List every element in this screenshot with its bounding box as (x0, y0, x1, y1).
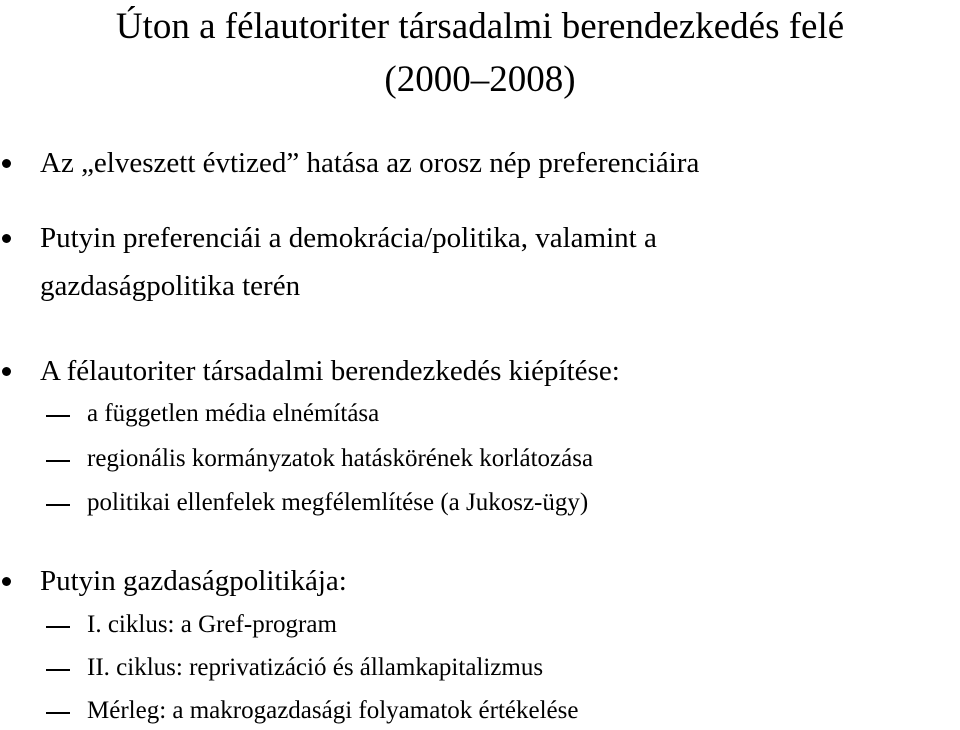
bullet-text: A félautoriter társadalmi berendezkedés kiépítése: (40, 355, 620, 387)
bullet-text-line-2: gazdaságpolitika terén (40, 270, 301, 302)
bullet-dot-icon (2, 159, 11, 168)
dash-icon (46, 460, 70, 462)
bullet-text-line-1: Putyin preferenciái a demokrácia/politika, valamint a (40, 222, 657, 254)
sub-item-text: regionális kormányzatok hatáskörének korlátozása (87, 445, 594, 472)
sub-item-text: I. ciklus: a Gref-program (87, 611, 337, 638)
sub-item-text: Mérleg: a makrogazdasági folyamatok értékelése (87, 697, 579, 724)
bullet-dot-icon (2, 577, 11, 586)
slide-title-line-1: Úton a félautoriter társadalmi berendezkedés felé (115, 6, 845, 47)
sub-item-text: a független média elnémítása (87, 400, 380, 427)
dash-icon (46, 504, 70, 506)
bullet-dot-icon (2, 367, 11, 376)
sub-item-text: II. ciklus: reprivatizáció és államkapitalizmus (87, 654, 544, 681)
dash-icon (46, 626, 70, 628)
bullet-dot-icon (2, 234, 11, 243)
slide-title-line-2: (2000–2008) (384, 59, 576, 100)
sub-item-text: politikai ellenfelek megfélemlítése (a Jukosz-ügy) (87, 489, 589, 516)
dash-icon (46, 415, 70, 417)
dash-icon (46, 669, 70, 671)
bullet-text: Az „elveszett évtized” hatása az orosz nép preferenciáira (40, 147, 700, 179)
bullet-text: Putyin gazdaságpolitikája: (40, 565, 347, 597)
dash-icon (46, 712, 70, 714)
